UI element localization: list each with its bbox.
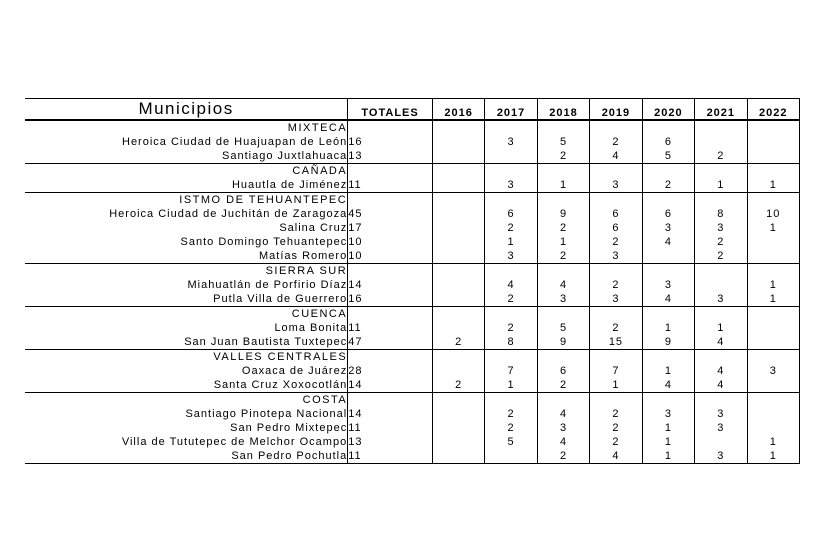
year-value-2022: 10 [747, 207, 799, 221]
year-value-2021: 4 [695, 335, 747, 350]
year-value-2021: 2 [695, 235, 747, 249]
region-year-cell [695, 350, 747, 365]
year-value-2021: 4 [695, 364, 747, 378]
table-row [25, 421, 800, 435]
year-value-2016 [432, 321, 484, 335]
region-year-cell [695, 193, 747, 208]
region-year-cell [747, 264, 799, 279]
year-value-2017 [485, 149, 537, 164]
year-value-2016 [432, 421, 484, 435]
year-value-2022 [747, 135, 799, 149]
year-value-2019: 1 [590, 378, 642, 393]
year-value-2020 [642, 249, 694, 264]
region-total-cell [348, 264, 433, 279]
year-value-2016 [432, 178, 484, 193]
region-year-cell [537, 164, 589, 179]
year-value-2019: 2 [590, 421, 642, 435]
municipio-name: Villa de Tututepec de Melchor Ocampo [121, 436, 348, 448]
table-row [25, 378, 800, 393]
year-value-2018: 3 [537, 421, 589, 435]
year-value-2022 [747, 421, 799, 435]
year-value-2017 [485, 449, 537, 464]
year-value-2019: 2 [590, 407, 642, 421]
year-value-2021 [695, 435, 747, 449]
total-value: 14 [348, 278, 433, 292]
municipio-name: San Juan Bautista Tuxtepec [184, 336, 348, 348]
year-value-2017: 2 [485, 407, 537, 421]
year-value-2018: 2 [537, 378, 589, 393]
year-value-2022: 1 [747, 449, 799, 464]
region-year-cell [747, 393, 799, 408]
table-row [25, 278, 800, 292]
municipio-name: Santo Domingo Tehuantepec [180, 236, 348, 248]
year-value-2019: 2 [590, 435, 642, 449]
region-year-cell [432, 307, 484, 322]
year-value-2019: 2 [590, 235, 642, 249]
municipio-name: Putla Villa de Guerrero [213, 293, 348, 305]
total-value: 11 [348, 421, 433, 435]
region-total-cell [348, 120, 433, 135]
municipio-name: Heroica Ciudad de Huajuapan de León [122, 136, 348, 148]
table-row [25, 235, 800, 249]
region-year-cell [642, 264, 694, 279]
municipio-name: Huautla de Jiménez [231, 179, 348, 191]
header-year-2019: 2019 [590, 99, 642, 121]
region-total-cell [348, 164, 433, 179]
year-value-2016: 2 [432, 378, 484, 393]
header-municipios: Municipios [25, 99, 348, 121]
region-year-cell [695, 393, 747, 408]
total-value: 10 [348, 249, 433, 264]
header-year-2020: 2020 [642, 99, 694, 121]
region-year-cell [590, 120, 642, 135]
year-value-2020: 1 [642, 449, 694, 464]
year-value-2016 [432, 249, 484, 264]
region-total-cell [348, 393, 433, 408]
region-year-cell [642, 120, 694, 135]
region-year-cell [747, 350, 799, 365]
year-value-2020: 5 [642, 149, 694, 164]
year-value-2022 [747, 378, 799, 393]
table-row [25, 335, 800, 350]
table-row [25, 435, 800, 449]
region-name: COSTA [25, 393, 348, 408]
total-value: 28 [348, 364, 433, 378]
region-year-cell [747, 307, 799, 322]
total-value: 17 [348, 221, 433, 235]
region-name: VALLES CENTRALES [25, 350, 348, 365]
year-value-2020: 3 [642, 221, 694, 235]
year-value-2022: 1 [747, 292, 799, 307]
region-year-cell [537, 350, 589, 365]
year-value-2016 [432, 207, 484, 221]
municipio-name: Santiago Juxtlahuaca [222, 150, 348, 162]
year-value-2021: 3 [695, 292, 747, 307]
year-value-2019: 6 [590, 221, 642, 235]
total-value: 47 [348, 335, 433, 350]
year-value-2016 [432, 292, 484, 307]
total-value: 13 [348, 149, 433, 164]
table-row [25, 135, 800, 149]
municipio-name: Loma Bonita [274, 322, 348, 334]
region-year-cell [642, 393, 694, 408]
year-value-2018: 2 [537, 221, 589, 235]
year-value-2017: 2 [485, 221, 537, 235]
year-value-2020: 1 [642, 321, 694, 335]
region-row [25, 307, 800, 322]
municipio-name: Matías Romero [259, 250, 348, 262]
year-value-2021 [695, 135, 747, 149]
year-value-2016 [432, 221, 484, 235]
header-year-2018: 2018 [537, 99, 589, 121]
region-year-cell [485, 193, 537, 208]
region-name: SIERRA SUR [25, 264, 348, 279]
year-value-2022 [747, 249, 799, 264]
region-year-cell [537, 307, 589, 322]
region-year-cell [747, 164, 799, 179]
year-value-2018: 2 [537, 449, 589, 464]
table-row [25, 449, 800, 464]
region-total-cell [348, 193, 433, 208]
year-value-2017: 7 [485, 364, 537, 378]
region-year-cell [485, 350, 537, 365]
table-row [25, 207, 800, 221]
year-value-2017: 3 [485, 178, 537, 193]
total-value: 16 [348, 135, 433, 149]
table-body [25, 120, 800, 464]
year-value-2020: 2 [642, 178, 694, 193]
year-value-2019: 3 [590, 178, 642, 193]
year-value-2016 [432, 235, 484, 249]
region-year-cell [642, 193, 694, 208]
year-value-2018: 2 [537, 249, 589, 264]
year-value-2020: 4 [642, 235, 694, 249]
year-value-2017: 5 [485, 435, 537, 449]
year-value-2016: 2 [432, 335, 484, 350]
region-year-cell [695, 120, 747, 135]
municipio-name: Heroica Ciudad de Juchitán de Zaragoza [109, 208, 348, 220]
region-year-cell [537, 193, 589, 208]
region-year-cell [695, 264, 747, 279]
municipio-name: Salina Cruz [279, 222, 348, 234]
year-value-2019: 4 [590, 149, 642, 164]
year-value-2017: 4 [485, 278, 537, 292]
region-row [25, 120, 800, 135]
region-year-cell [432, 264, 484, 279]
year-value-2022: 1 [747, 178, 799, 193]
table-row [25, 178, 800, 193]
year-value-2018: 3 [537, 292, 589, 307]
year-value-2021: 4 [695, 378, 747, 393]
region-year-cell [485, 264, 537, 279]
municipio-name: Santiago Pinotepa Nacional [185, 408, 348, 420]
region-year-cell [590, 164, 642, 179]
header-totales: TOTALES [348, 99, 433, 121]
year-value-2022: 1 [747, 221, 799, 235]
year-value-2016 [432, 407, 484, 421]
table-row [25, 364, 800, 378]
region-name: CUENCA [25, 307, 348, 322]
header-year-2021: 2021 [695, 99, 747, 121]
total-value: 11 [348, 178, 433, 193]
region-row [25, 350, 800, 365]
year-value-2016 [432, 278, 484, 292]
region-year-cell [432, 350, 484, 365]
region-year-cell [642, 307, 694, 322]
year-value-2016 [432, 149, 484, 164]
region-row [25, 164, 800, 179]
year-value-2021: 3 [695, 449, 747, 464]
year-value-2019: 15 [590, 335, 642, 350]
region-year-cell [537, 393, 589, 408]
total-value: 16 [348, 292, 433, 307]
year-value-2021: 2 [695, 149, 747, 164]
year-value-2020: 1 [642, 421, 694, 435]
year-value-2017: 1 [485, 235, 537, 249]
region-row [25, 193, 800, 208]
year-value-2019: 3 [590, 292, 642, 307]
year-value-2017: 3 [485, 249, 537, 264]
region-year-cell [485, 393, 537, 408]
municipio-name: Santa Cruz Xoxocotlán [213, 379, 348, 391]
region-year-cell [642, 350, 694, 365]
year-value-2022: 1 [747, 278, 799, 292]
region-year-cell [485, 120, 537, 135]
region-year-cell [747, 193, 799, 208]
year-value-2022 [747, 149, 799, 164]
total-value: 11 [348, 449, 433, 464]
year-value-2018: 4 [537, 278, 589, 292]
year-value-2018: 4 [537, 407, 589, 421]
year-value-2020: 3 [642, 407, 694, 421]
year-value-2018: 4 [537, 435, 589, 449]
year-value-2017: 2 [485, 292, 537, 307]
year-value-2020: 4 [642, 378, 694, 393]
table-row [25, 221, 800, 235]
year-value-2020: 9 [642, 335, 694, 350]
region-year-cell [432, 164, 484, 179]
table-row [25, 407, 800, 421]
year-value-2019: 3 [590, 249, 642, 264]
total-value: 14 [348, 407, 433, 421]
year-value-2021 [695, 278, 747, 292]
year-value-2017: 8 [485, 335, 537, 350]
region-year-cell [590, 193, 642, 208]
region-total-cell [348, 307, 433, 322]
year-value-2019: 2 [590, 321, 642, 335]
region-year-cell [590, 393, 642, 408]
region-year-cell [432, 393, 484, 408]
header-row [25, 99, 800, 121]
total-value: 45 [348, 207, 433, 221]
year-value-2020: 3 [642, 278, 694, 292]
region-total-cell [348, 350, 433, 365]
year-value-2020: 4 [642, 292, 694, 307]
municipios-table [25, 98, 800, 464]
header-year-2022: 2022 [747, 99, 799, 121]
region-year-cell [642, 164, 694, 179]
year-value-2020: 1 [642, 435, 694, 449]
year-value-2018: 1 [537, 235, 589, 249]
year-value-2016 [432, 435, 484, 449]
year-value-2021: 2 [695, 249, 747, 264]
region-year-cell [695, 164, 747, 179]
year-value-2021: 3 [695, 221, 747, 235]
year-value-2019: 6 [590, 207, 642, 221]
year-value-2021: 1 [695, 178, 747, 193]
region-name: CAÑADA [25, 164, 348, 179]
year-value-2022: 1 [747, 435, 799, 449]
total-value: 11 [348, 321, 433, 335]
year-value-2017: 1 [485, 378, 537, 393]
region-year-cell [485, 164, 537, 179]
year-value-2021: 8 [695, 207, 747, 221]
total-value: 14 [348, 378, 433, 393]
year-value-2020: 6 [642, 135, 694, 149]
table-row [25, 292, 800, 307]
region-year-cell [432, 120, 484, 135]
region-row [25, 393, 800, 408]
municipio-name: San Pedro Mixtepec [230, 422, 348, 434]
year-value-2022 [747, 321, 799, 335]
year-value-2019: 2 [590, 135, 642, 149]
region-year-cell [747, 120, 799, 135]
year-value-2018: 5 [537, 321, 589, 335]
region-year-cell [485, 307, 537, 322]
year-value-2018: 9 [537, 335, 589, 350]
region-row [25, 264, 800, 279]
region-year-cell [590, 350, 642, 365]
header-year-2016: 2016 [432, 99, 484, 121]
table-row [25, 249, 800, 264]
year-value-2017: 3 [485, 135, 537, 149]
year-value-2022 [747, 335, 799, 350]
year-value-2018: 1 [537, 178, 589, 193]
region-year-cell [432, 193, 484, 208]
region-year-cell [695, 307, 747, 322]
year-value-2020: 6 [642, 207, 694, 221]
year-value-2019: 4 [590, 449, 642, 464]
total-value: 13 [348, 435, 433, 449]
total-value: 10 [348, 235, 433, 249]
year-value-2017: 6 [485, 207, 537, 221]
year-value-2020: 1 [642, 364, 694, 378]
year-value-2018: 6 [537, 364, 589, 378]
year-value-2016 [432, 135, 484, 149]
year-value-2021: 3 [695, 407, 747, 421]
year-value-2019: 2 [590, 278, 642, 292]
year-value-2021: 3 [695, 421, 747, 435]
year-value-2022 [747, 407, 799, 421]
region-name: MIXTECA [287, 122, 348, 134]
header-year-2017: 2017 [485, 99, 537, 121]
region-year-cell [537, 264, 589, 279]
year-value-2021: 1 [695, 321, 747, 335]
region-year-cell [537, 120, 589, 135]
region-name: ISTMO DE TEHUANTEPEC [25, 193, 348, 208]
table-row [25, 321, 800, 335]
region-year-cell [590, 307, 642, 322]
municipio-name: Miahuatlán de Porfirio Díaz [187, 279, 348, 291]
year-value-2022 [747, 235, 799, 249]
region-year-cell [590, 264, 642, 279]
year-value-2016 [432, 449, 484, 464]
year-value-2018: 5 [537, 135, 589, 149]
year-value-2016 [432, 364, 484, 378]
municipio-name: San Pedro Pochutla [25, 449, 348, 464]
table-row [25, 149, 800, 164]
year-value-2017: 2 [485, 421, 537, 435]
year-value-2022: 3 [747, 364, 799, 378]
year-value-2018: 2 [537, 149, 589, 164]
year-value-2017: 2 [485, 321, 537, 335]
municipio-name: Oaxaca de Juárez [241, 365, 348, 377]
year-value-2018: 9 [537, 207, 589, 221]
year-value-2019: 7 [590, 364, 642, 378]
